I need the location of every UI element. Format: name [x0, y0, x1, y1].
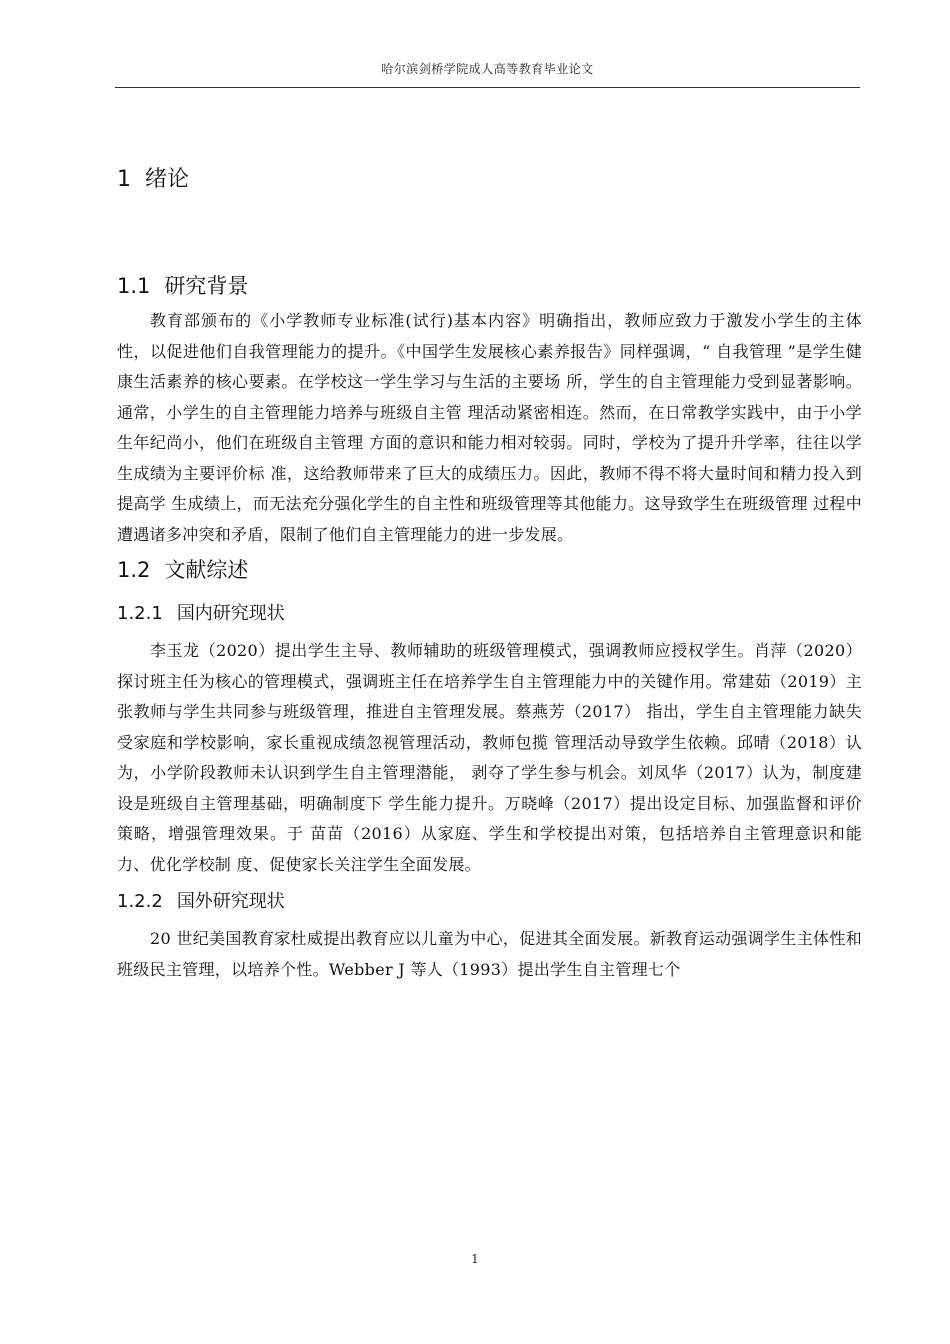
research-background-paragraph: 教育部颁布的《小学教师专业标准(试行)基本内容》明确指出，教师应致力于激发小学生的主体性，以促进他们自我管理能力的提升。《中国学生发展核心素养报告》同样强调，“ 自我管理 ”是学生健康生活素养的核心要素。在学校这一学生学习与生活的主要场 所，学生的自主管理能力受到显著影响。通常，小学生的自主管理能力培养与班级自主管 理活动紧密相连。然而，在日常教学实践中，由于小学生年纪尚小，他们在班级自主管理 方面的意识和能力相对较弱。同时，学校为了提升升学率，往往以学生成绩为主要评价标 准，这给教师带来了巨大的成绩压力。因此，教师不得不将大量时间和精力投入到提高学 生成绩上，而无法充分强化学生的自主性和班级管理等其他能力。这导致学生在班级管理 过程中遭遇诸多冲突和矛盾，限制了他们自主管理能力的进一步发展。	[117, 311, 862, 544]
domestic-research-paragraph: 李玉龙（2020）提出学生主导、教师辅助的班级管理模式，强调教师应授权学生。肖萍（2020）探讨班主任为核心的管理模式，强调班主任在培养学生自主管理能力中的关键作用。常建茹（2019）主张教师与学生共同参与班级管理，推进自主管理发展。蔡燕芳（2017） 指出，学生自主管理能力缺失受家庭和学校影响，家长重视成绩忽视管理活动，教师包揽 管理活动导致学生依赖。邱晴（2018）认为，小学阶段教师未认识到学生自主管理潜能， 剥夺了学生参与机会。刘凤华（2017）认为，制度建设是班级自主管理基础，明确制度下 学生能力提升。万晓峰（2017）提出设定目标、加强监督和评价策略，增强管理效果。于 苗苗（2016）从家庭、学生和学校提出对策，包括培养自主管理意识和能力、优化学校制 度、促使家长关注学生全面发展。	[117, 641, 862, 874]
chapter-number: 1	[117, 167, 131, 192]
section-number: 1.2	[117, 558, 151, 582]
subsection-heading-1-2-1	[117, 594, 862, 634]
section-number: 1.1	[117, 274, 151, 298]
chapter-heading	[117, 160, 862, 200]
subsection-title: 国外研究现状	[176, 891, 285, 912]
page-number: 1	[471, 1252, 479, 1266]
chapter-title: 绪论	[145, 167, 190, 192]
subsection-number: 1.2.2	[117, 891, 163, 912]
subsection-heading-1-2-2	[117, 882, 862, 922]
subsection-number: 1.2.1	[117, 603, 163, 624]
subsection-title: 国内研究现状	[176, 603, 285, 624]
section-heading-1-2	[117, 550, 862, 590]
section-title: 研究背景	[164, 274, 249, 298]
section-title: 文献综述	[164, 558, 249, 582]
foreign-research-paragraph: 20 世纪美国教育家杜威提出教育应以儿童为中心，促进其全面发展。新教育运动强调学生主体性和班级民主管理，以培养个性。Webber J 等人（1993）提出学生自主管理七个	[117, 929, 862, 979]
header-divider	[115, 87, 860, 88]
running-header: 哈尔滨剑桥学院成人高等教育毕业论文	[381, 62, 594, 76]
section-heading-1-1	[117, 266, 862, 306]
page-body	[117, 160, 862, 985]
